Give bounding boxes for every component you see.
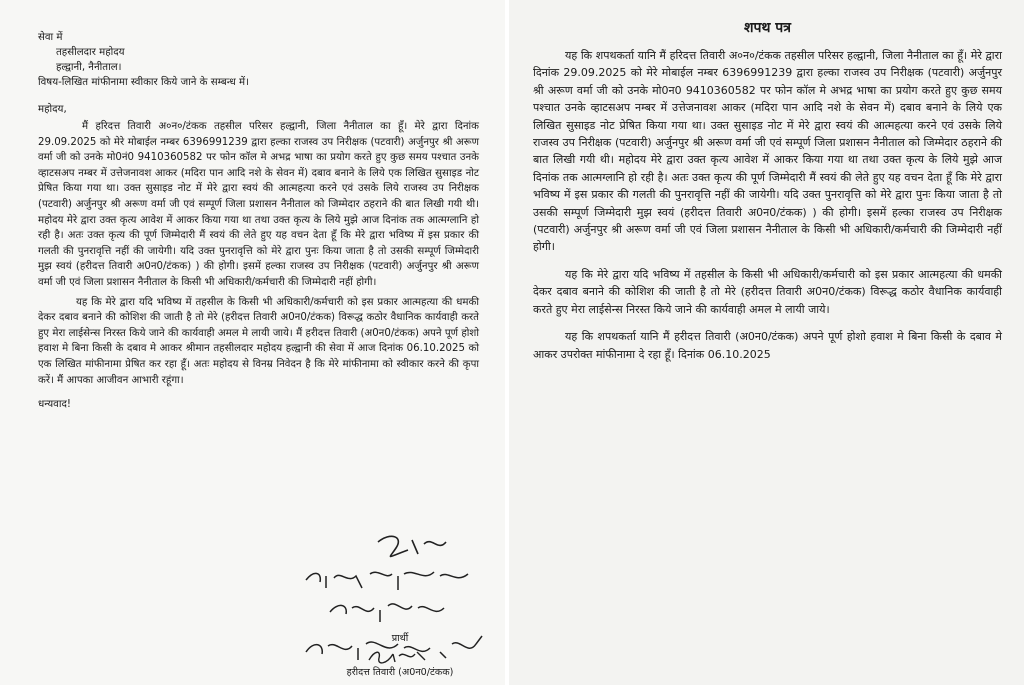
affidavit-paragraph-3: यह कि शपथकर्ता यानि मैं हरीदत्त तिवारी (अ0न0/टंकक) अपने पूर्ण होशो हवाश मे बिना किसी के दबाव मे आकर उपरोक्त मांफीनामा दे रहा हूँ। दिनांक 06.10.2025 xyxy=(533,330,1002,361)
addressee: तहसीलदार महोदय xyxy=(56,47,125,58)
letter-paragraph-1: मैं हरिदत्त तिवारी अ०न०/टंकक तहसील परिसर हल्द्वानी, जिला नैनीताल का हूँ। मेरे द्वारा दिनांक 29.09.2025 को मेरे मोबाईल नम्बर 6396991239 द्वारा हल्का राजस्व उप निरीक्षक (पटवारी) अर्जुनपुर श्री अरूण वर्मा जी को उनके मो0नं0 9410360582 पर फोन कॉल मे अभद्र भाषा का प्रयोग करते हुए कुछ समय पश्चात उनके व्हाटसअप नम्बर में उत्तेजनावश आकर (मदिरा पान आदि नशे के सेवन में) दबाव बनाने के लिये एक लिखित सुसाइड नोट प्रेषित किया गया था। उक्त सुसाइड नोट में मेरे द्वारा स्वयं की आत्महत्या करने एवं उसके लिये राजस्व उप निरीक्षक (पटवारी) अर्जुनपुर श्री अरूण वर्मा जी एवं सम्पूर्ण जिला प्रशासन नैनीताल को जिम्मेदार ठहराने की बात लिखी गयी थी। महोदय मेरे द्वारा उक्त कृत्य आवेश में आकर किया गया था तथा उक्त कृत्य के लिये मुझे आज दिनांक तक आत्मग्लानि हो रही है। अतः उक्त कृत्य की पूर्ण जिम्मेदारी मैं स्वयं की लेते हुए यह वचन देता हूँ कि मेरे द्वारा भविष्य में इस प्रकार की गलती की पुनरावृत्ति नहीं की जायेगी। यदि उक्त पुनरावृत्ति को मेरे द्वारा पुनः किया जाता है तो उसकी सम्पूर्ण जिम्मेदारी मुझ स्वयं (हरीदत्त तिवारी अ0न0/टंकक) ) की होगी। इसमें हल्का राजस्व उप निरीक्षक (पटवारी) अर्जुनपुर श्री अरूण वर्मा जी एवं जिला प्रशासन नैनीताल के किसी भी अधिकारी/कर्मचारी की जिम्मेदारी नहीं होगी। xyxy=(38,121,479,288)
affidavit-paragraph-2: यह कि मेरे द्वारा यदि भविष्य में तहसील के किसी भी अधिकारी/कर्मचारी को इस प्रकार आत्महत्या की धमकी देकर दबाव बनाने की कोशिश की जाती है तो मेरे (हरीदत्त तिवारी अ0न0/टंकक) विरूद्ध कठोर वैधानिक कार्यवाही करते हुए मेरा लाईसेन्स निरस्त किये जाने की कार्यवाही अमल मे लायी जाये। xyxy=(533,267,1002,316)
signer-name: हरीदत्त तिवारी (अ0न0/टंकक) xyxy=(346,667,454,678)
handwritten-signature-icon xyxy=(300,532,500,682)
to-label: सेवा में xyxy=(38,32,63,43)
affidavit-paragraph-1: यह कि शपथकर्ता यानि मैं हरिदत्त तिवारी अ०न०/टंकक तहसील परिसर हल्द्वानी, जिला नैनीताल का हूँ। मेरे द्वारा दिनांक 29.09.2025 को मेरे मोबाईल नम्बर 6396991239 द्वारा हल्का राजस्व उप निरीक्षक (पटवारी) अर्जुनपुर श्री अरूण वर्मा जी को उनके मो0न0 9410360582 पर फोन कॉल मे अभद्र भाषा का प्रयोग करते हुए कुछ समय पश्चात उनके व्हाटसअप नम्बर में उत्तेजनावश आकर (मदिरा पान आदि नशे के सेवन में) दबाव बनाने के लिये एक लिखित सुसाइड नोट प्रेषित किया गया था। उक्त सुसाइड नोट में मेरे द्वारा स्वयं की आत्महत्या करने एवं उसके लिये राजस्व उप निरीक्षक (पटवारी) अर्जुनपुर श्री अरूण वर्मा जी एवं सम्पूर्ण जिला प्रशासन नैनीताल को जिम्मेदार ठहराने की बात लिखी गयी थी। महोदय मेरे द्वारा उक्त कृत्य आवेश में आकर किया गया था तथा उक्त कृत्य के लिये मुझे आज दिनांक तक आत्मग्लानि हो रही है। अतः उक्त कृत्य की पूर्ण जिम्मेदारी मैं स्वयं की लेते हुए यह वचन देता हूँ कि मेरे द्वारा भविष्य में इस प्रकार की गलती की पुनरावृत्ति नहीं की जायेगी। यदि उक्त पुनरावृत्ति को मेरे द्वारा पुनः किया जाता है तो उसकी सम्पूर्ण जिम्मेदारी मुझ स्वयं (हरीदत्त तिवारी अ0न0/टंकक) ) की होगी। इसमें हल्का राजस्व उप निरीक्षक (पटवारी) अर्जुनपुर श्री अरूण वर्मा जी एवं जिला प्रशासन नैनीताल के किसी भी अधिकारी/कर्मचारी की जिम्मेदारी नहीं होगी। xyxy=(533,49,1002,254)
subject-line: विषय-लिखित मांफीनामा स्वीकार किये जाने के सम्बन्ध में। xyxy=(38,77,250,88)
salutation: महोदय, xyxy=(38,104,67,115)
address: हल्द्वानी, नैनीताल। xyxy=(56,62,122,73)
letter-paragraph-2: यह कि मेरे द्वारा यदि भविष्य में तहसील के किसी भी अधिकारी/कर्मचारी को इस प्रकार आत्महत्या की धमकी देकर दबाव बनाने की कोशिश की जाती है तो मेरे (हरीदत्त तिवारी अ0न0/टंकक) विरूद्ध कठोर वैधानिक कार्यवाही करते हुए मेरा लाईसेन्स निरस्त किये जाने की कार्यवाही अमल मे लायी जाये। मैं हरीदत्त तिवारी (अ0न0/टंकक) अपने पूर्ण होशो हवाश मे बिना किसी के दबाव मे आकर श्रीमान तहसीलदार महोदय हल्द्वानी की सेवा में आज दिनांक 06.10.2025 को एक लिखित मांफीनामा प्रेषित कर रहा हूँ। अतः महोदय से विनम्र निवेदन है कि मेरे मांफीनामा को स्वीकार करने की कृपा करें। मैं आपका आजीवन आभारी रहूंगा। xyxy=(38,296,479,386)
applicant-label: प्रार्थी xyxy=(391,633,409,644)
affidavit-title: शपथ पत्र xyxy=(744,20,791,36)
closing-thanks: धन्यवाद! xyxy=(38,399,71,411)
affidavit-page xyxy=(509,0,1024,685)
